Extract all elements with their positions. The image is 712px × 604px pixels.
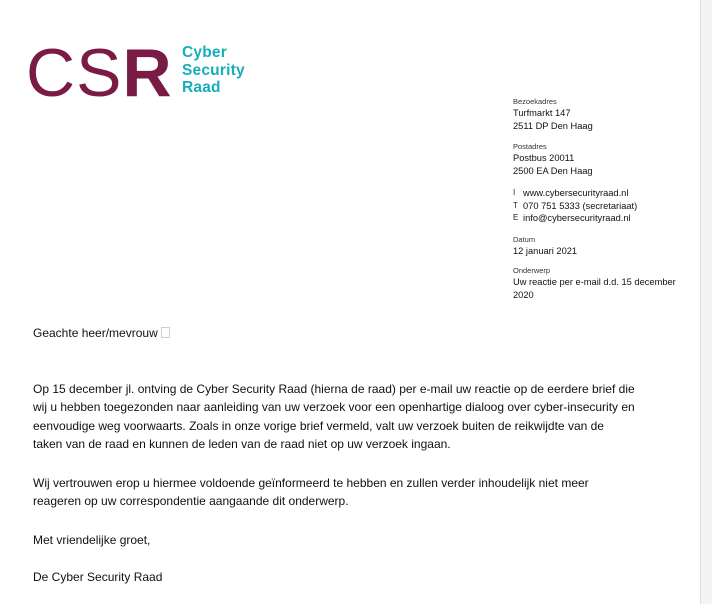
paragraph-line: Op 15 december jl. ontving de Cyber Security Raad (hierna de raad) per e-mail uw reactie op de eerdere brief die — [33, 382, 635, 396]
contact-key: T — [513, 200, 518, 210]
contact-website — [513, 187, 698, 200]
letter-paragraph-2 — [33, 474, 673, 511]
subject-line: 2020 — [513, 289, 534, 300]
phone-number: 070 751 5333 (secretariaat) — [523, 200, 638, 211]
logo-letter-c: C — [26, 35, 77, 111]
paragraph-line: Wij vertrouwen erop u hiermee voldoende geïnformeerd te hebben en zullen verder inhoudelijk niet meer — [33, 476, 589, 490]
letter-closing: Met vriendelijke groet, — [33, 533, 151, 547]
greeting-text: Geachte heer/mevrouw — [33, 326, 158, 340]
paragraph-line: wij u hebben toegezonden naar aanleiding van uw verzoek voor een openhartige dialoog over cyber-insecurity en — [33, 400, 635, 415]
visit-address-line: 2511 DP Den Haag — [513, 120, 593, 131]
letter-paragraph-1 — [33, 380, 673, 453]
visit-address-label: Bezoekadres — [513, 97, 557, 106]
logo-word-security: Security — [182, 61, 245, 79]
date-value: 12 januari 2021 — [513, 245, 578, 256]
logo-word-raad: Raad — [182, 79, 221, 96]
paragraph-line: taken van de raad en kunnen de leden van de raad niet op uw verzoek ingaan. — [33, 436, 451, 451]
postal-address-line: 2500 EA Den Haag — [513, 165, 593, 176]
subject-label: Onderwerp — [513, 266, 551, 275]
contact-key: E — [513, 213, 519, 222]
letter-greeting — [33, 324, 673, 342]
logo-word-cyber: Cyber — [182, 44, 227, 61]
redaction-box — [161, 327, 170, 338]
contact-email — [513, 212, 698, 225]
letter-signature: De Cyber Security Raad — [33, 570, 163, 584]
visit-address-line: Turfmarkt 147 — [513, 108, 571, 118]
postal-address-line: Postbus 20011 — [513, 153, 575, 163]
contact-key: I — [513, 188, 516, 197]
subject-line: Uw reactie per e-mail d.d. 15 december — [513, 277, 676, 287]
email-link[interactable]: info@cybersecurityraad.nl — [523, 213, 631, 223]
date-label: Datum — [513, 234, 536, 244]
paragraph-line: eenvoudige weg voorwaarts. Zoals in onze vorige brief vermeld, valt uw verzoek buiten de reikwijdte van de — [33, 418, 604, 433]
sender-details — [513, 97, 698, 301]
logo-letter-r: R — [122, 35, 173, 111]
website-link[interactable]: www.cybersecurityraad.nl — [523, 188, 629, 198]
logo-wordmark — [182, 44, 292, 97]
page-edge — [700, 0, 712, 604]
contact-phone — [513, 200, 698, 213]
logo-monogram — [26, 35, 173, 111]
logo-letter-s: S — [76, 35, 123, 111]
paragraph-line: reageren op uw correspondentie aangaande dit onderwerp. — [33, 494, 349, 509]
postal-address-label: Postadres — [513, 142, 547, 151]
